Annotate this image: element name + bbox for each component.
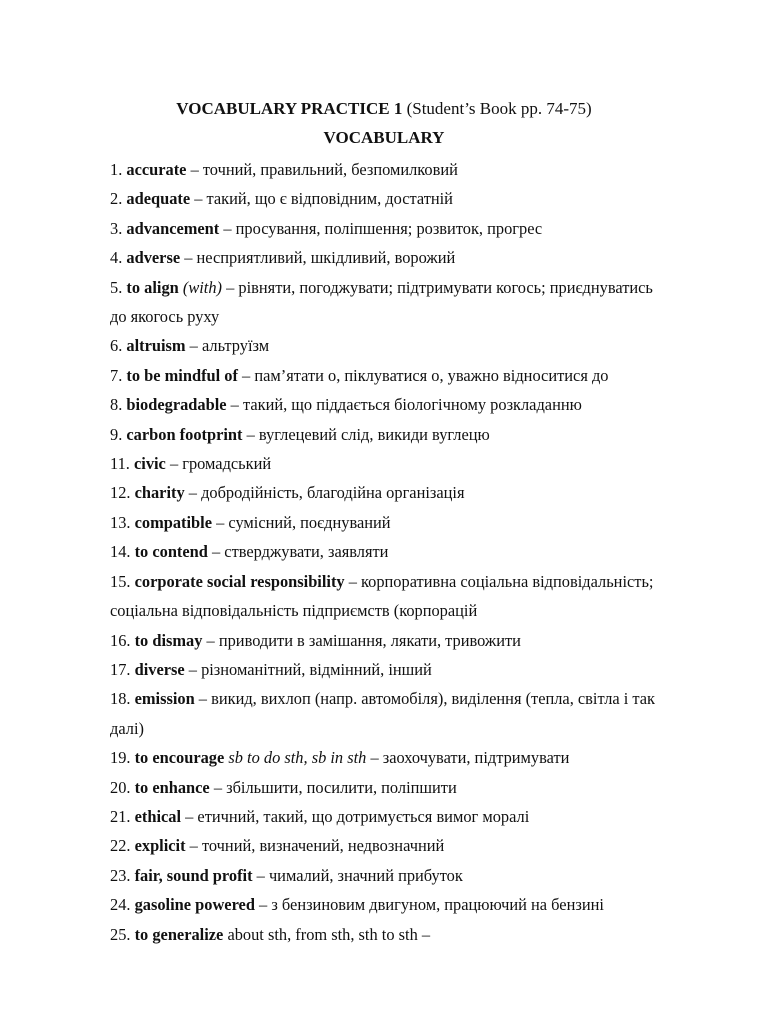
entry-number: 21. [110,806,135,826]
entry-definition: – добродійність, благодійна організація [184,483,465,503]
vocabulary-entry [110,655,730,684]
entry-number: 16. [110,630,135,650]
entry-number: 15. [110,571,135,591]
entry-number: 25. [110,924,135,944]
entry-term: to align [126,277,179,297]
vocabulary-entry [110,861,730,890]
entry-term: to encourage [134,748,225,768]
vocabulary-entry [110,743,730,772]
entry-definition: – збільшити, посилити, поліпшити [209,777,457,797]
entry-number: 20. [110,777,135,797]
entry-definition-continued: соціальна відповідальність підприємств (корпорацій [110,601,478,621]
entry-number: 11. [110,454,134,474]
vocabulary-entry [110,831,730,860]
entry-number: 7. [110,365,127,385]
entry-definition: – стверджувати, заявляти [207,542,389,562]
vocabulary-entry [110,155,730,184]
entry-term: accurate [126,160,187,179]
entry-number: 14. [110,542,135,562]
entry-term: to enhance [134,777,210,797]
entry-number: 3. [110,218,127,238]
entry-number: 2. [110,189,127,209]
entry-definition: – просування, поліпшення; розвиток, прогрес [219,218,543,238]
vocabulary-entry [110,243,730,272]
entry-number: 22. [110,836,135,856]
entry-number: 18. [110,689,135,709]
entry-definition-continued: далі) [110,718,144,738]
vocabulary-entry [110,537,730,566]
entry-definition: – чималий, значний прибуток [252,865,463,885]
entry-definition-continued: до якогось руху [110,307,220,327]
vocabulary-entry [110,214,730,243]
entry-number: 24. [110,895,135,915]
entry-number: 9. [110,424,127,444]
entry-definition: – етичний, такий, що дотримується вимог моралі [181,806,530,826]
entry-usage: sb to do sth, sb in sth [224,748,367,768]
entry-number: 13. [110,512,135,532]
entry-number: 23. [110,865,135,885]
entry-term: explicit [134,836,186,856]
entry-definition: – такий, що є відповідним, достатній [190,189,453,209]
entry-definition: – сумісний, поєднуваний [212,512,391,532]
vocabulary-entry [110,626,730,655]
entry-term: corporate social responsibility [134,571,345,591]
entry-usage: (with) [178,277,223,297]
entry-term: adequate [126,189,191,209]
entry-term: to contend [134,542,208,562]
vocabulary-entry [110,478,730,507]
vocabulary-entry [110,449,730,478]
entry-definition: – з бензиновим двигуном, працюючий на бензині [254,895,604,915]
entry-number: 19. [110,748,135,768]
entry-term: charity [134,483,185,503]
entry-definition: – громадський [165,454,272,474]
entry-term: gasoline powered [134,895,255,915]
vocabulary-entry [110,890,730,919]
entry-definition: – корпоративна соціальна відповідальність; [344,571,654,591]
title-reference: (Student’s Book pp. 74-75) [402,99,592,118]
entry-term: to generalize [134,924,224,944]
entry-definition: – заохочувати, підтримувати [366,748,570,768]
page-title [0,99,768,119]
entry-number: 6. [110,336,127,356]
vocabulary-entry [110,390,730,419]
vocabulary-entry [110,567,730,596]
entry-definition: – точний, визначений, недвозначний [185,836,445,856]
vocabulary-entry [110,508,730,537]
entry-definition: – несприятливий, шкідливий, ворожий [180,248,456,268]
entry-term: advancement [126,218,220,238]
vocabulary-entry [110,773,730,802]
entry-term: civic [133,454,166,474]
entry-definition: – точний, правильний, безпомилковий [186,160,458,179]
entry-term: altruism [126,336,186,356]
entry-number: 8. [110,395,127,415]
entry-definition: about sth, from sth, sth to sth – [223,924,431,944]
entry-number: 5. [110,277,127,297]
vocabulary-list [110,155,730,949]
entry-term: emission [134,689,195,709]
entry-definition: – різноманітний, відмінний, інший [184,659,432,679]
vocabulary-entry [110,920,730,949]
vocabulary-entry [110,331,730,360]
entry-term: adverse [126,248,181,268]
entry-term: to be mindful of [126,365,238,385]
entry-term: biodegradable [126,395,227,415]
entry-definition: – рівняти, погоджувати; підтримувати когось; приєднуватись [222,277,653,297]
entry-term: compatible [134,512,212,532]
entry-term: diverse [134,659,185,679]
title-bold: VOCABULARY PRACTICE 1 [176,99,403,118]
entry-definition: – альтруїзм [185,336,270,356]
vocabulary-entry [110,684,730,713]
vocabulary-entry [110,802,730,831]
entry-term: carbon footprint [126,424,243,444]
vocabulary-entry [110,184,730,213]
entry-number: 1. [110,160,127,179]
entry-definition: – пам’ятати о, піклуватися о, уважно відноситися до [237,365,609,385]
vocabulary-entry [110,361,730,390]
entry-definition: – викид, вихлоп (напр. автомобіля), виділення (тепла, світла і так [194,689,656,709]
entry-term: fair, sound profit [134,865,253,885]
entry-number: 17. [110,659,135,679]
vocabulary-entry [110,273,730,302]
entry-definition: – вуглецевий слід, викиди вуглецю [242,424,490,444]
entry-number: 4. [110,248,127,268]
section-heading: VOCABULARY [323,128,445,147]
entry-definition: – такий, що піддається біологічному розкладанню [226,395,582,415]
entry-number: 12. [110,483,135,503]
entry-term: ethical [134,806,182,826]
entry-definition: – приводити в замішання, лякати, тривожити [202,630,521,650]
entry-term: to dismay [134,630,203,650]
vocabulary-entry [110,420,730,449]
